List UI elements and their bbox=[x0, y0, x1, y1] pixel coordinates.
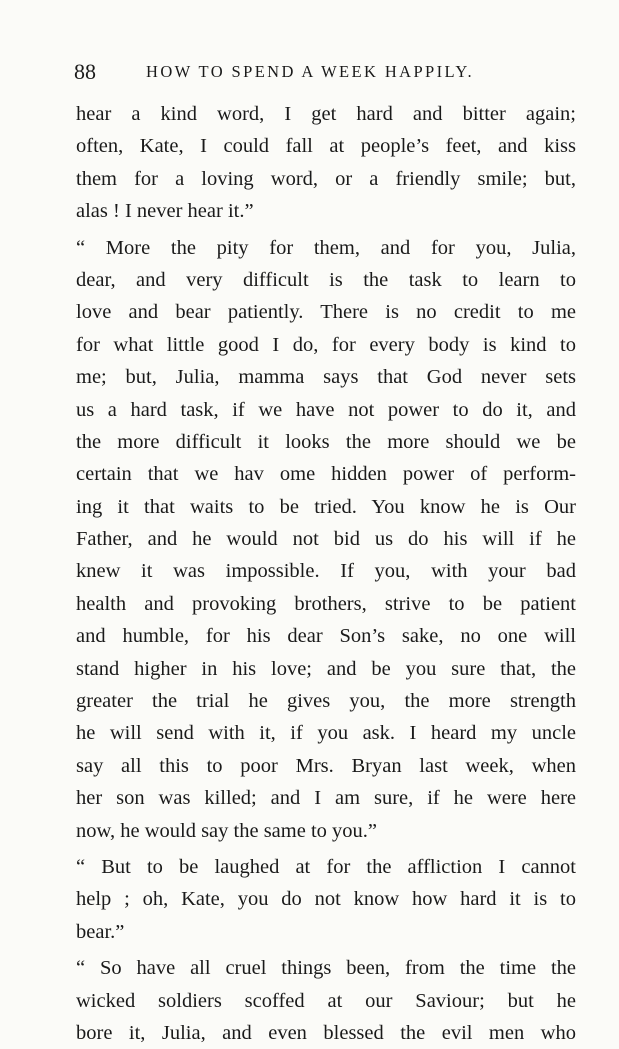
text-line: often, Kate, I could fall at people’s feet, and kiss bbox=[76, 135, 576, 158]
text-line: say all this to poor Mrs. Bryan last week, when bbox=[76, 754, 576, 777]
text-line: health and provoking brothers, strive to be patient bbox=[76, 592, 576, 615]
text-line: the more difficult it looks the more should we be bbox=[76, 430, 576, 453]
text-line: dear, and very difficult is the task to learn to bbox=[76, 268, 576, 291]
text-line: us a hard task, if we have not power to do it, and bbox=[76, 398, 576, 421]
text-line: for what little good I do, for every body is kind to bbox=[76, 333, 576, 356]
text-line: help ; oh, Kate, you do not know how hard it is to bbox=[76, 888, 576, 911]
running-title: HOW TO SPEND A WEEK HAPPILY. bbox=[146, 62, 475, 81]
text-line: now, he would say the same to you.” bbox=[76, 819, 377, 842]
text-line: Father, and he would not bid us do his will if he bbox=[76, 528, 576, 551]
text-line: greater the trial he gives you, the more strength bbox=[76, 690, 576, 713]
text-line: stand higher in his love; and be you sure that, the bbox=[76, 657, 576, 680]
text-line: her son was killed; and I am sure, if he were here bbox=[76, 787, 576, 810]
text-line: “ So have all cruel things been, from the time the bbox=[76, 957, 576, 980]
text-line: he will send with it, if you ask. I heard my uncle bbox=[76, 722, 576, 745]
text-line: and humble, for his dear Son’s sake, no one will bbox=[76, 625, 576, 648]
text-line: hear a kind word, I get hard and bitter again; bbox=[76, 103, 576, 125]
text-line: me; but, Julia, mamma says that God never sets bbox=[76, 366, 576, 389]
text-line: wicked soldiers scoffed at our Saviour; but he bbox=[76, 989, 576, 1012]
text-line: certain that we hav ome hidden power of perform- bbox=[76, 463, 576, 486]
running-head bbox=[74, 57, 576, 87]
text-line: them for a loving word, or a friendly smile; but, bbox=[76, 167, 576, 190]
text-line: bore it, Julia, and even blessed the evil men who bbox=[76, 1021, 576, 1044]
text-line: “ More the pity for them, and for you, Julia, bbox=[76, 236, 576, 259]
text-line: alas ! I never hear it.” bbox=[76, 200, 254, 223]
text-line: ing it that waits to be tried. You know he is Our bbox=[76, 495, 576, 518]
body-text bbox=[76, 98, 576, 1049]
text-line: love and bear patiently. There is no credit to me bbox=[76, 301, 576, 324]
text-line: bear.” bbox=[76, 920, 125, 943]
page-number: 88 bbox=[74, 59, 96, 84]
text-line: “ But to be laughed at for the affliction I cannot bbox=[76, 855, 576, 878]
text-line: knew it was impossible. If you, with your bad bbox=[76, 560, 576, 583]
